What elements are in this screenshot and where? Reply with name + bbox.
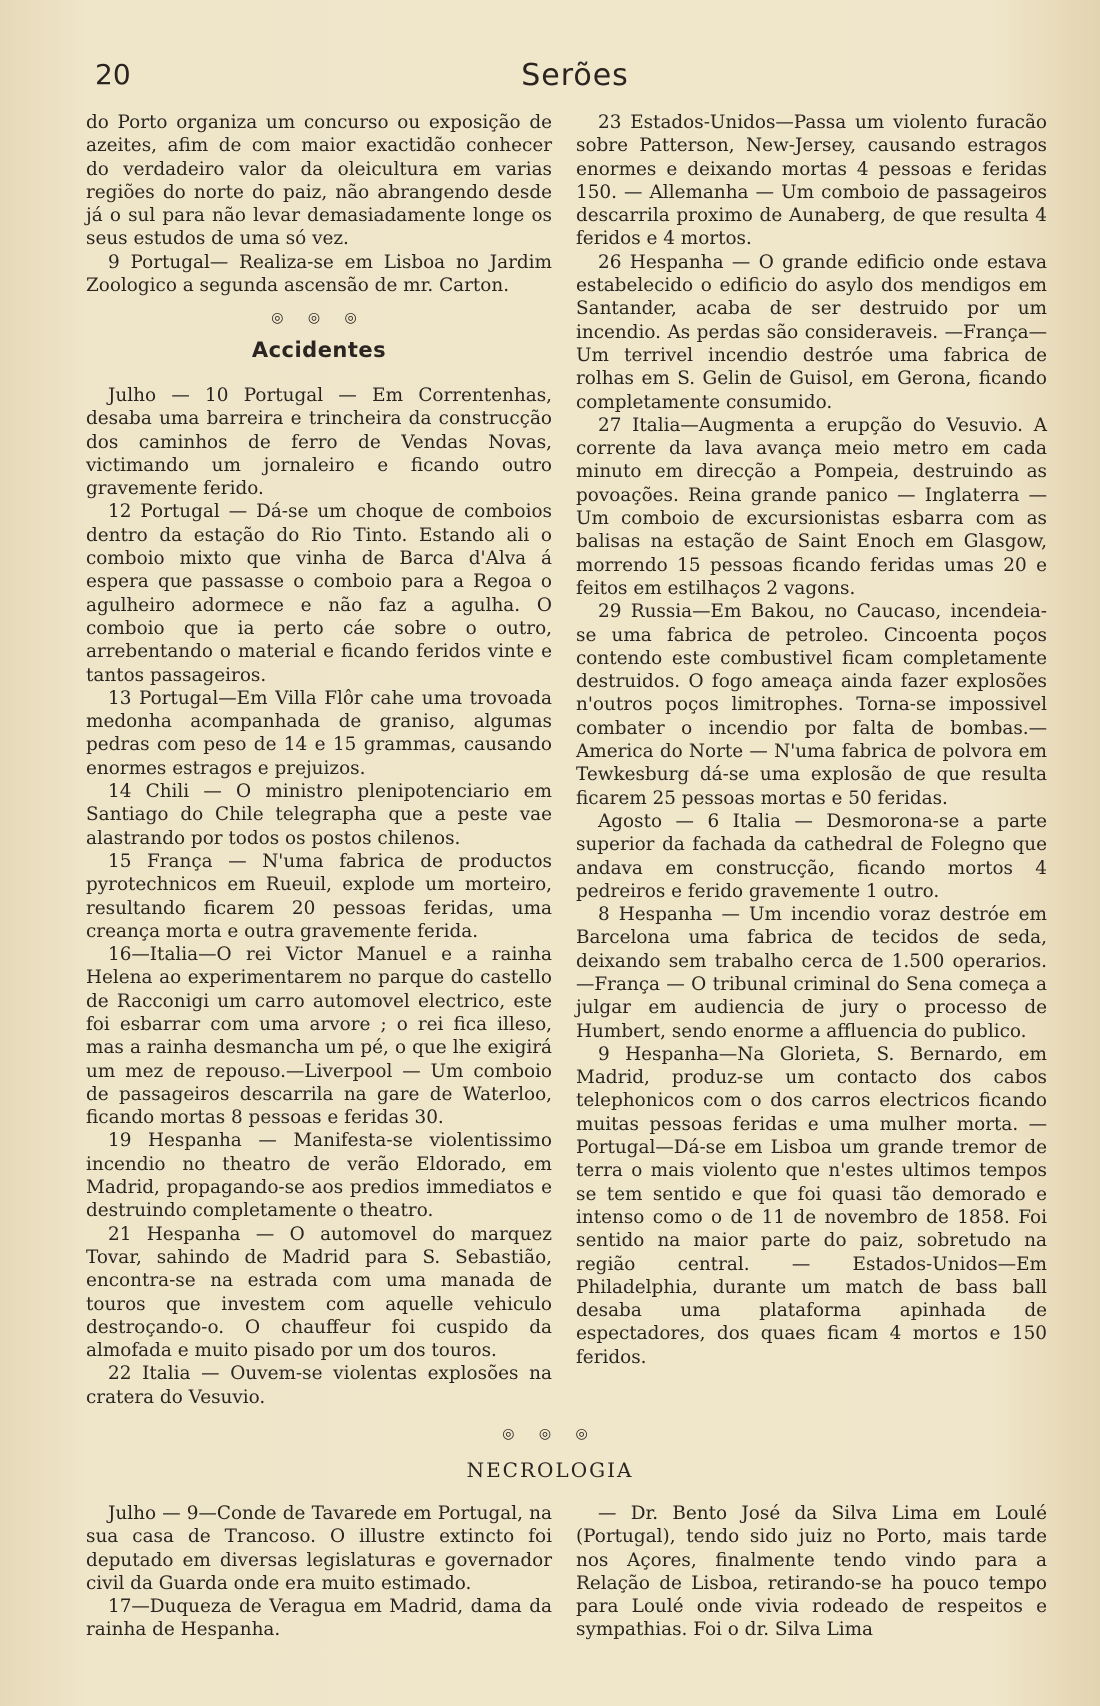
paragraph: 15 França — N'uma fabrica de productos pyrotechnicos em Rueuil, explode um morteiro, resultando ficarem 20 pessoas feridas, uma creança morta e outra gravemente ferida. bbox=[86, 850, 552, 942]
page-title: Serões bbox=[521, 58, 629, 93]
paragraph: 21 Hespanha — O automovel do marquez Tovar, sahindo de Madrid para S. Sebastião, encontra-se na estrada com uma manada de touros que investem com aquelle vehiculo destroçando-o. O chauffeur foi cuspido da almofada e muito pisado por um dos touros. bbox=[86, 1223, 552, 1362]
paragraph: — Dr. Bento José da Silva Lima em Loulé (Portugal), tendo sido juiz no Porto, mais tarde nos Açores, finalmente tendo vindo para a Relação de Lisboa, retirando-se ha pouco tempo para Loulé onde vivia rodeado de respeitos e sympathias. Foi o dr. Silva Lima bbox=[576, 1503, 1047, 1641]
paragraph: 16—Italia—O rei Victor Manuel e a rainha Helena ao experimentarem no parque do castello de Racconigi um carro automovel electrico, este foi esbarrar com uma arvore ; o rei fica illeso, mas a rainha desmancha um pé, o que lhe exigirá um mez de repouso.—Liverpool — Um comboio de passageiros descarrila na gare de Waterloo, ficando mortas 8 pessoas e feridas 30. bbox=[86, 944, 552, 1129]
paragraph: 23 Estados-Unidos—Passa um violento furacão sobre Patterson, New-Jersey, causando estragos enormes e deixando mortas 4 pessoas e feridas 150. — Allemanha — Um comboio de passageiros descarrila proximo de Aunaberg, de que resulta 4 feridos e 4 mortos. bbox=[576, 112, 1047, 250]
section-ornament: ◎ ◎ ◎ bbox=[271, 310, 367, 327]
paragraph: 9 Hespanha—Na Glorieta, S. Bernardo, em Madrid, produz-se um contacto dos cabos telephonicos com o dos carros electricos ficando muitas pessoas feridas e uma mulher morta. —Portugal—Dá-se em Lisboa um grande tremor de terra o mais violento que n'estes ultimos tempos se tem sentido e que foi quasi tão demorado e intenso como o de 11 de novembro de 1858. Foi sentido na maior parte do paiz, sobretudo na região central. — Estados-Unidos—Em Philadelphia, durante um match de bass ball desaba uma plataforma apinhada de espectadores, dos quaes ficam 4 mortos e 150 feridos. bbox=[576, 1043, 1047, 1368]
necrologia-title: NECROLOGIA bbox=[466, 1458, 634, 1482]
page-number: 20 bbox=[95, 58, 131, 91]
page-header bbox=[95, 58, 1055, 98]
paragraph: 12 Portugal — Dá-se um choque de comboios dentro da estação do Rio Tinto. Estando ali o comboio mixto que vinha de Barca d'Alva á espera que passasse o comboio para a Regoa o agulheiro adormece e não faz a agulha. O comboio que ia perto cáe sobre o outro, arrebentando o material e ficando feridos vinte e tantos passageiros. bbox=[86, 501, 552, 686]
necrologia-ornament: ◎ ◎ ◎ bbox=[502, 1426, 598, 1442]
paragraph: 27 Italia—Augmenta a erupção do Vesuvio. A corrente da lava avança meio metro em cada minuto em direcção a Pompeia, destruindo as povoações. Reina grande panico — Inglaterra — Um comboio de excursionistas esbarra com as balisas na estação de Saint Enoch em Glasgow, morrendo 15 pessoas ficando feridas umas 20 e feitos em estilhaços 2 vagons. bbox=[576, 414, 1047, 599]
necrologia-right-column bbox=[576, 1502, 1047, 1642]
paragraph: 26 Hespanha — O grande edificio onde estava estabelecido o edificio do asylo dos mendigos em Santander, acaba de ser destruido por um incendio. As perdas são consideraveis. —França—Um terrivel incendio destróe uma fabrica de rolhas em S. Gelin de Guisol, em Gerona, ficando completamente consumido. bbox=[576, 251, 1047, 413]
paragraph: do Porto organiza um concurso ou exposição de azeites, afim de com maior exactidão conhecer do verdadeiro valor da oleicultura em varias regiões do norte do paiz, não abrangendo desde já o sul para não levar demasiadamente longe os seus estudos de uma só vez. bbox=[86, 112, 552, 250]
left-column bbox=[86, 111, 552, 1409]
right-column bbox=[576, 111, 1047, 1369]
paragraph: 19 Hespanha — Manifesta-se violentissimo incendio no theatro de verão Eldorado, em Madrid, propagando-se aos predios immediatos e destruindo completamente o theatro. bbox=[86, 1130, 552, 1222]
paragraph: 17—Duqueza de Veragua em Madrid, dama da rainha de Hespanha. bbox=[86, 1596, 552, 1641]
paragraph: 29 Russia—Em Bakou, no Caucaso, incendeia-se uma fabrica de petroleo. Cincoenta poços contendo este combustivel ficam completamente destruidos. O fogo ameaça ainda fazer explosões n'outros poços limitrophes. Torna-se impossivel combater o incendio por falta de bombas.—America do Norte — N'uma fabrica de polvora em Tewkesburg dá-se uma explosão de que resulta ficarem 25 pessoas mortas e 50 feridas. bbox=[576, 601, 1047, 809]
necrologia-left-column bbox=[86, 1502, 552, 1642]
paragraph: Agosto — 6 Italia — Desmorona-se a parte superior da fachada da cathedral de Folegno que andava em construcção, ficando mortos 4 pedreiros e ferido gravemente 1 outro. bbox=[576, 810, 1047, 902]
paragraph: Julho — 10 Portugal — Em Correntenhas, desaba uma barreira e trincheira da construcção dos caminhos de ferro de Vendas Novas, victimando um jornaleiro e ficando outro gravemente ferido. bbox=[86, 384, 552, 500]
paragraph: Julho — 9—Conde de Tavarede em Portugal, na sua casa de Trancoso. O illustre extincto foi deputado em diversas legislaturas e governador civil da Guarda onde era muito estimado. bbox=[86, 1503, 552, 1594]
paragraph: 8 Hespanha — Um incendio voraz destróe em Barcelona uma fabrica de tecidos de seda, deixando sem trabalho cerca de 1.500 operarios. —França — O tribunal criminal do Sena começa a julgar em audiencia de jury o processo de Humbert, sendo enorme a affluencia do publico. bbox=[576, 904, 1047, 1042]
paragraph: 22 Italia — Ouvem-se violentas explosões na cratera do Vesuvio. bbox=[86, 1363, 552, 1408]
paragraph: 9 Portugal— Realiza-se em Lisboa no Jardim Zoologico a segunda ascensão de mr. Carton. bbox=[86, 251, 552, 297]
paragraph: 13 Portugal—Em Villa Flôr cahe uma trovoada medonha acompanhada de graniso, algumas pedras com peso de 14 e 15 grammas, causando enormes estragos e prejuizos. bbox=[86, 687, 552, 779]
section-title: Accidentes bbox=[251, 337, 387, 362]
paragraph: 14 Chili — O ministro plenipotenciario em Santiago do Chile telegrapha que a peste vae alastrando por todos os postos chilenos. bbox=[86, 781, 552, 849]
